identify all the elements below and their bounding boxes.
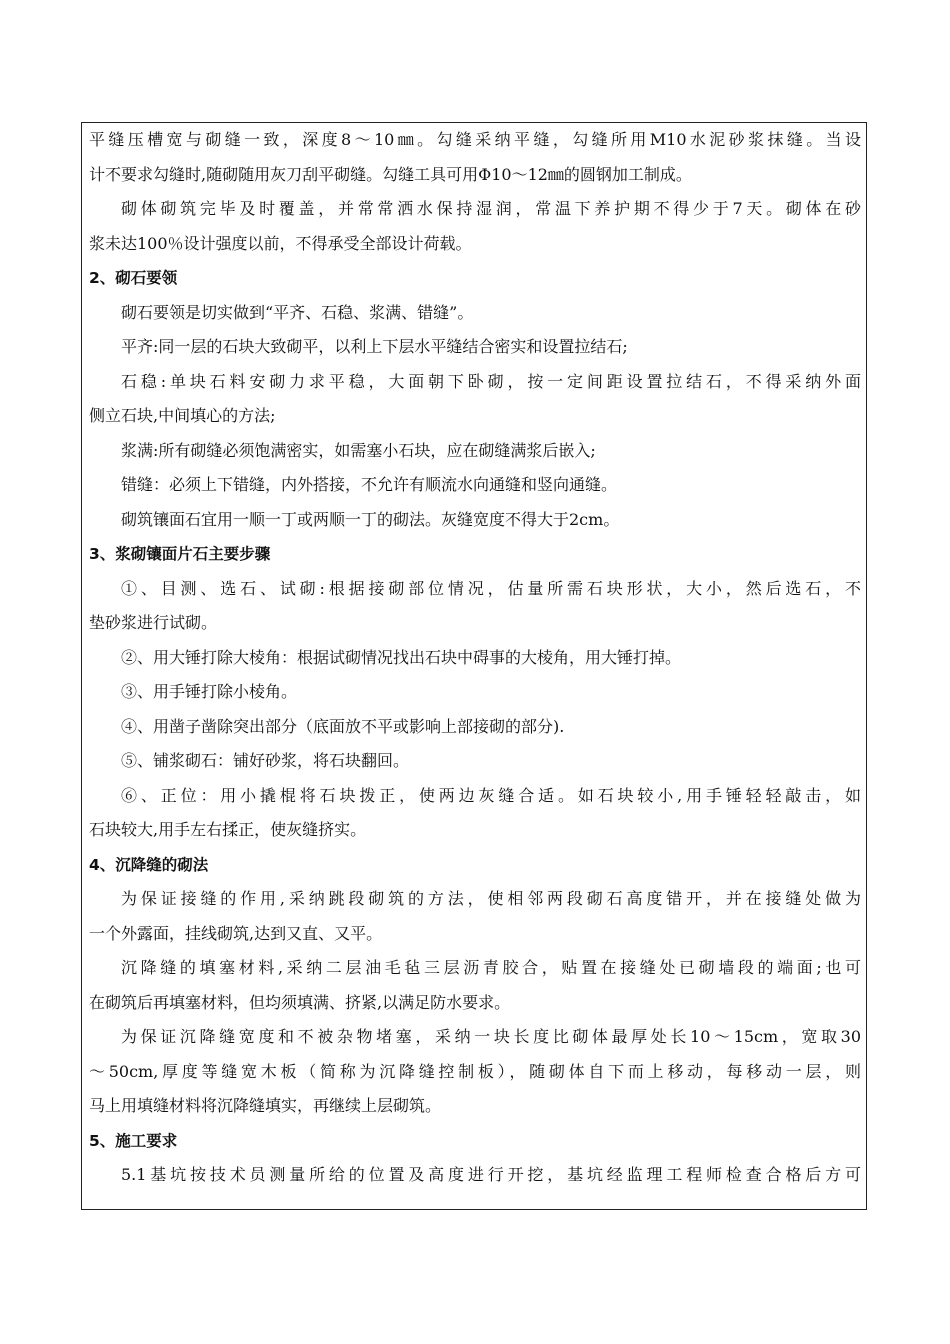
- paragraph-line: 沉降缝的填塞材料,采纳二层油毛毡三层沥青胶合，贴置在接缝处已砌墙段的端面;也可: [121, 958, 861, 977]
- paragraph-line: 马上用填缝材料将沉降缝填实，再继续上层砌筑。: [89, 1096, 442, 1115]
- paragraph-line: ①、目测、选石、试砌:根据接砌部位情况，估量所需石块形状，大小，然后选石，不: [121, 578, 861, 598]
- paragraph-line: 为保证沉降缝宽度和不被杂物堵塞，采纳一块长度比砌体最厚处长10～15cm，宽取30: [121, 1027, 861, 1046]
- paragraph-line: 计不要求勾缝时,随砌随用灰刀刮平砌缝。勾缝工具可用Φ10～12㎜的圆钢加工制成。: [89, 164, 692, 184]
- document-frame: [81, 122, 867, 1210]
- paragraph-line: ⑥、正位：用小撬棍将石块拨正，使两边灰缝合适。如石块较小,用手锤轻轻敲击，如: [121, 785, 861, 805]
- paragraph-line: 平齐:同一层的石块大致砌平，以利上下层水平缝结合密实和设置拉结石;: [121, 337, 628, 356]
- paragraph-line: 垫砂浆进行试砌。: [89, 613, 218, 632]
- document-body: [89, 123, 861, 1193]
- paragraph-line: 一个外露面，挂线砌筑,达到又直、又平。: [89, 923, 383, 943]
- paragraph-line: ⑤、铺浆砌石：铺好砂浆，将石块翻回。: [121, 751, 410, 770]
- paragraph-line: 浆满:所有砌缝必须饱满密实，如需塞小石块，应在砌缝满浆后嵌入;: [121, 440, 596, 460]
- paragraph-line: 侧立石块,中间填心的方法;: [89, 406, 276, 425]
- paragraph-line: 5.1基坑按技术员测量所给的位置及高度进行开挖，基坑经监理工程师检查合格后方可: [121, 1165, 861, 1184]
- paragraph-line: ～50cm,厚度等缝宽木板（简称为沉降缝控制板），随砌体自下而上移动，每移动一层，则: [89, 1061, 861, 1081]
- paragraph-line: 浆未达100％设计强度以前，不得承受全部设计荷载。: [89, 233, 472, 253]
- section-heading: 2、砌石要领: [89, 269, 178, 287]
- paragraph-line: 石块较大,用手左右揉正，使灰缝挤实。: [89, 820, 367, 839]
- paragraph-line: ③、用手锤打除小棱角。: [121, 682, 298, 701]
- section-heading: 3、浆砌镶面片石主要步骤: [89, 545, 271, 563]
- paragraph-line: 平缝压槽宽与砌缝一致，深度8～10㎜。勾缝采纳平缝，勾缝所用M10水泥砂浆抹缝。当设: [89, 130, 861, 149]
- paragraph-line: ②、用大锤打除大棱角：根据试砌情况找出石块中碍事的大棱角，用大锤打掉。: [121, 647, 682, 667]
- paragraph-line: 砌体砌筑完毕及时覆盖，并常常洒水保持湿润，常温下养护期不得少于7天。砌体在砂: [121, 199, 861, 218]
- section-heading: 4、沉降缝的砌法: [89, 855, 209, 874]
- section-heading: 5、施工要求: [89, 1131, 178, 1150]
- paragraph-line: 砌筑镶面石宜用一顺一丁或两顺一丁的砌法。灰缝宽度不得大于2cm。: [121, 509, 620, 529]
- paragraph-line: 错缝：必须上下错缝，内外搭接，不允许有顺流水向通缝和竖向通缝。: [121, 475, 618, 494]
- paragraph-line: ④、用凿子凿除突出部分（底面放不平或影响上部接砌的部分).: [121, 716, 565, 736]
- paragraph-line: 为保证接缝的作用,采纳跳段砌筑的方法，使相邻两段砌石高度错开，并在接缝处做为: [121, 889, 861, 908]
- paragraph-line: 砌石要领是切实做到“平齐、石稳、浆满、错缝”。: [121, 302, 474, 322]
- paragraph-line: 石稳:单块石料安砌力求平稳，大面朝下卧砌，按一定间距设置拉结石，不得采纳外面: [121, 371, 861, 391]
- paragraph-line: 在砌筑后再填塞材料，但均须填满、挤紧,以满足防水要求。: [89, 992, 511, 1012]
